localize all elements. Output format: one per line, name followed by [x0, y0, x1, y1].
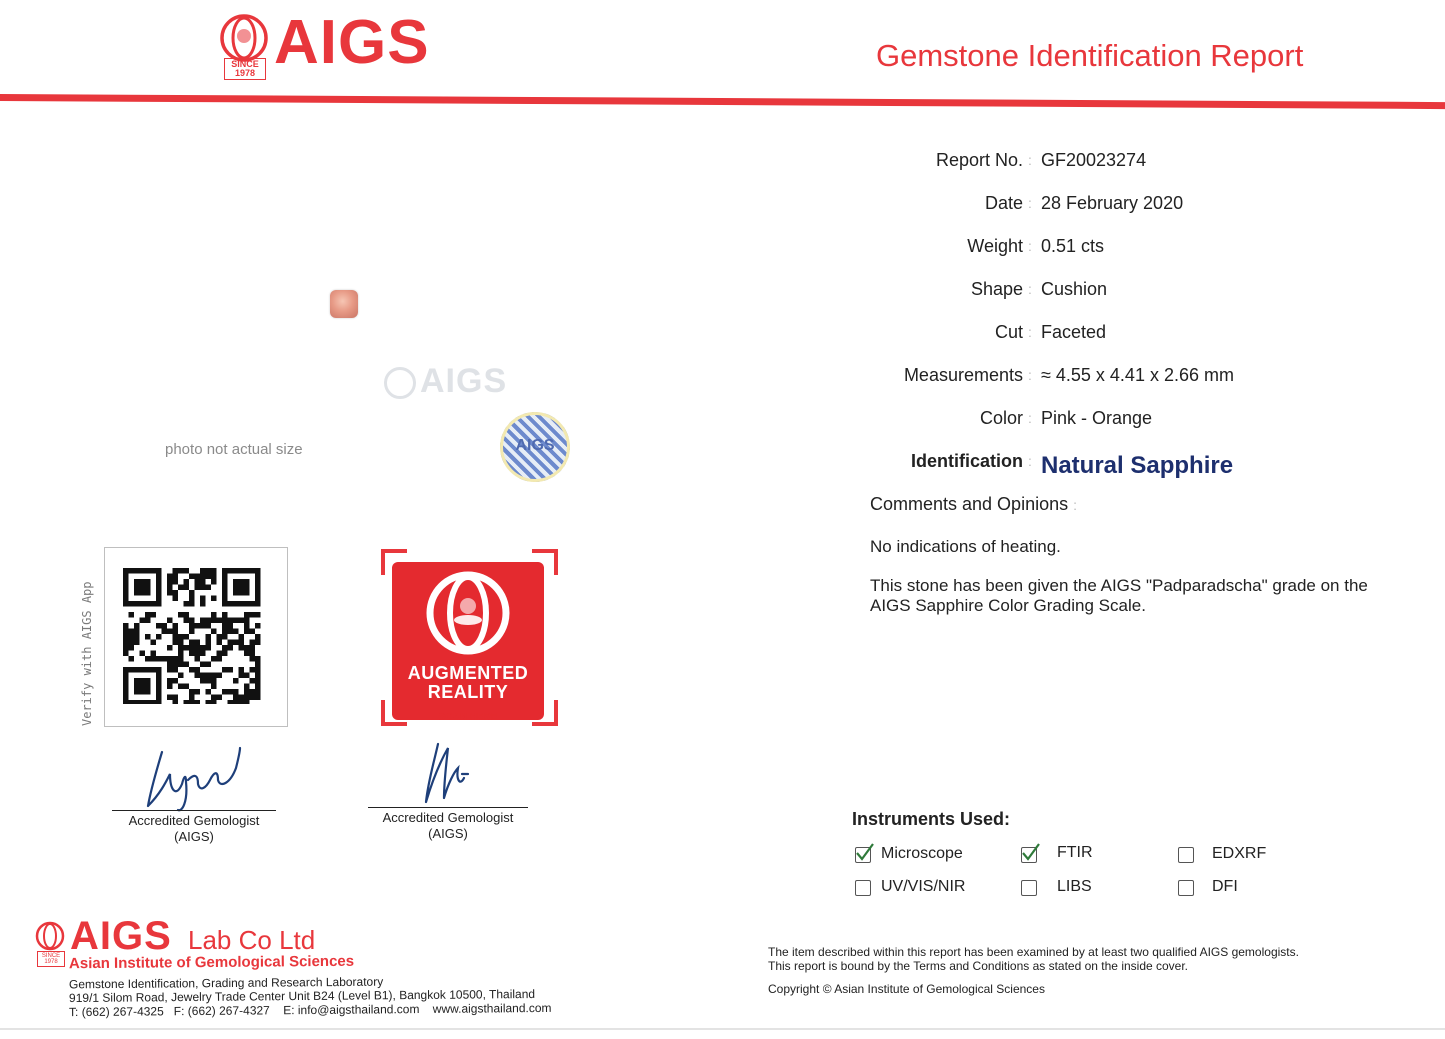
footer-lab-name: Lab Co Ltd: [188, 925, 316, 955]
footer-since-year: 1978: [44, 959, 58, 965]
checkbox-edxrf[interactable]: [1178, 847, 1194, 863]
date-value: 28 February 2020: [1041, 193, 1184, 213]
disclaimer-line1: The item described within this report has been examined by at least two qualified AIGS gemologists.: [768, 945, 1299, 959]
comments-label: Comments and Opinions :: [870, 494, 1078, 514]
separator: :: [1028, 281, 1032, 297]
report-title: Gemstone Identification Report: [876, 38, 1304, 73]
aigs-emblem-icon: [34, 920, 66, 952]
measurements-value: ≈ 4.55 x 4.41 x 2.66 mm: [1041, 365, 1234, 385]
cut-label: Cut: [994, 322, 1023, 342]
shape-label: Shape: [970, 279, 1023, 299]
instruments-title: Instruments Used:: [852, 809, 1011, 829]
separator: :: [1028, 195, 1032, 211]
signature-left-icon: [140, 744, 260, 814]
signature-line-right: [368, 807, 528, 808]
qr-code-frame[interactable]: [104, 547, 288, 727]
watermark-emblem-icon: [384, 367, 416, 399]
signature-right-icon: [410, 738, 490, 808]
signature-right-org: (AIGS): [428, 826, 468, 841]
separator: :: [1028, 453, 1032, 469]
report-no-value: GF20023274: [1041, 150, 1147, 170]
comment-heating: No indications of heating.: [870, 537, 1061, 556]
footer-since-label: SINCE: [41, 953, 61, 959]
ar-line2: REALITY: [427, 682, 509, 702]
check-icon: [854, 841, 876, 863]
verify-app-text: Verify with AIGS App: [80, 581, 94, 726]
footer-phone: T: (662) 267-4325: [68, 1004, 164, 1020]
identification-label: Identification: [911, 451, 1023, 471]
gemstone-photo: [330, 290, 358, 318]
color-value: Pink - Orange: [1041, 408, 1153, 428]
signature-left-title: Accredited Gemologist: [128, 813, 260, 828]
aigs-emblem-icon: [418, 568, 518, 658]
weight-value: 0.51 cts: [1041, 236, 1105, 256]
footer-since-badge: [37, 951, 65, 967]
signature-right-caption: [368, 810, 528, 842]
weight-label: Weight: [967, 236, 1023, 256]
hologram-text: AIGS: [515, 437, 555, 454]
security-hologram: [500, 412, 570, 482]
copyright: Copyright © Asian Institute of Gemological Sciences: [768, 982, 1045, 996]
footer-brand: AIGS: [70, 914, 172, 958]
instrument-label: Microscope: [881, 845, 963, 862]
watermark-text: AIGS: [420, 362, 508, 400]
checkbox-microscope[interactable]: [855, 847, 871, 863]
footer-address: 919/1 Silom Road, Jewelry Trade Center Unit B24 (Level B1), Bangkok 10500, Thailand: [68, 986, 536, 1006]
identification-value: Natural Sapphire: [1041, 452, 1234, 479]
checkbox-libs[interactable]: [1021, 880, 1037, 896]
signature-left-caption: [112, 813, 276, 845]
separator: :: [1028, 367, 1032, 383]
separator: :: [1028, 238, 1032, 254]
ar-box: [392, 562, 544, 720]
shape-value: Cushion: [1041, 279, 1108, 299]
checkbox-dfi[interactable]: [1178, 880, 1194, 896]
cut-value: Faceted: [1041, 322, 1107, 342]
since-badge: [224, 58, 266, 80]
footer-email[interactable]: E: info@aigsthailand.com: [283, 1002, 420, 1018]
comments-label-text: Comments and Opinions: [870, 494, 1069, 514]
checkbox-uv-vis-nir[interactable]: [855, 880, 871, 896]
footer-fax: F: (662) 267-4327: [173, 1003, 270, 1019]
photo-watermark: [384, 362, 507, 401]
comment-grade: This stone has been given the AIGS "Padparadscha" grade on the AIGS Sapphire Color Grading Scale.: [870, 576, 1368, 615]
checkbox-ftir[interactable]: [1021, 847, 1037, 863]
photo-note: photo not actual size: [165, 441, 303, 458]
date-label: Date: [984, 193, 1023, 213]
instrument-label: LIBS: [1057, 878, 1092, 895]
page-bottom-edge: [0, 1028, 1445, 1030]
separator: :: [1028, 324, 1032, 340]
brand-name: AIGS: [274, 8, 430, 77]
color-label: Color: [979, 408, 1023, 428]
separator: :: [1028, 152, 1032, 168]
footer-institute: Asian Institute of Gemological Sciences: [68, 952, 355, 973]
qr-code-icon: [123, 568, 265, 704]
measurements-label: Measurements: [903, 365, 1023, 385]
signature-right-title: Accredited Gemologist: [382, 810, 514, 825]
separator: :: [1028, 410, 1032, 426]
instrument-label: EDXRF: [1212, 845, 1267, 862]
disclaimer-line2: This report is bound by the Terms and Conditions as stated on the inside cover.: [768, 959, 1189, 973]
instrument-label: UV/VIS/NIR: [881, 878, 966, 895]
instrument-label: DFI: [1212, 878, 1238, 895]
check-icon: [1020, 841, 1042, 863]
header-logo: [218, 8, 458, 84]
since-label: SINCE: [231, 59, 259, 69]
ar-line1: AUGMENTED: [407, 663, 529, 683]
instrument-label: FTIR: [1057, 844, 1093, 861]
header-rule: [0, 94, 1445, 109]
footer-contacts: [69, 1001, 552, 1019]
report-no-label: Report No.: [935, 150, 1023, 170]
ar-scan-label: SCAN HERE: [438, 712, 498, 723]
footer-website[interactable]: www.aigsthailand.com: [432, 1000, 552, 1016]
signature-line-left: [112, 810, 276, 811]
since-year: 1978: [234, 68, 256, 78]
footer-tagline: Gemstone Identification, Grading and Research Laboratory: [68, 974, 384, 992]
signature-left-org: (AIGS): [174, 829, 214, 844]
